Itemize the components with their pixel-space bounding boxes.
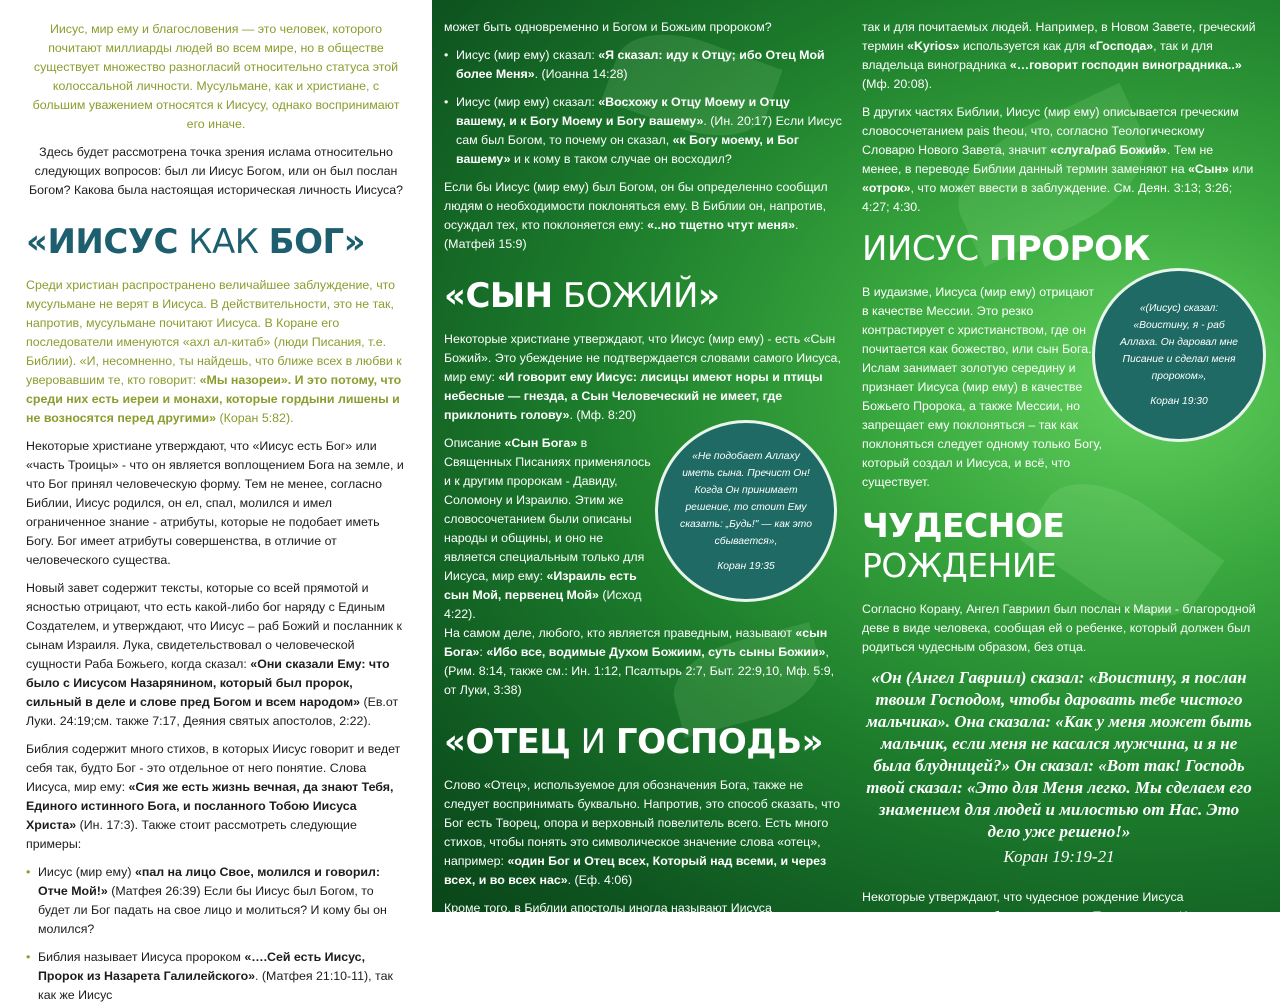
paragraph-kyrios: так и для почитаемых людей. Например, в Новом Завете, греческий термин «Kyrios» используется как для «Господа», так и для владельца виноградника «…говорит господин виноградника..» (Мф. 20:08).	[862, 20, 1256, 91]
bullet-prayer: • Иисус (мир ему) «пал на лицо Свое, молился и говорил: Отче Мой!» (Матфея 26:39) Если бы Иисус был Богом, то будет ли Бог падать на свое лицо и молиться? И кому бы он молился?	[26, 863, 406, 939]
circle-quote-source: Коран 19:35	[717, 560, 775, 572]
bullet-father-greater: • Иисус (мир ему) сказал: «Я сказал: иду к Отцу; ибо Отец Мой более Меня». (Иоанна 14:28)	[444, 46, 842, 84]
paragraph-trinity: Некоторые христиане утверждают, что «Иисус есть Бог» или «часть Троицы» - что он является воплощением Бога на земле, и что Бог принял человеческую форму. Тем не менее, согласно Библии, Иисус родился, он ел, спал, молился и имел ограниченное знание - атрибуты, которые не подобает иметь Богу. Бог имеет атрибуты совершенства, в отличие от человеческого существа.	[26, 439, 404, 567]
circle-quote-source: Коран 19:30	[1150, 396, 1208, 407]
heading-jesus-prophet: ИИСУС ПРОРОК	[862, 229, 1150, 269]
paragraph-gabriel: Согласно Корану, Ангел Гавриил был послан к Марии - благородной деве в виде человека, сообщая ей о ребенке, который должен был родиться чудесным образом, без отца.	[862, 602, 1256, 654]
paragraph-top-continued: может быть одновременно и Богом и Божьим пророком?	[444, 20, 772, 34]
bullet-prophet: • Библия называет Иисуса пророком «….Сей есть Иисус, Пророк из Назарета Галилейского». (Матфея 21:10-11), так как же Иисус	[26, 948, 406, 1005]
paragraph-son-claim: Некоторые христиане утверждают, что Иисус (мир ему) - есть «Сын Божий». Это убеждение не подтверждается словами самого Иисуса, мир ему: «И говорит ему Иисус: лисицы имеют норы и птицы небесные — гнезда, а Сын Человеческий не имеет, где приклонить голову». (Мф. 8:20)	[444, 332, 841, 422]
heading-son-of-god: «СЫН БОЖИЙ»	[444, 276, 720, 316]
circle-quote-text: «(Иисус) сказал: «Воистину, я - раб Аллаха. Он даровал мне Писание и сделал меня пророком»,	[1120, 303, 1238, 382]
paragraph-judaism: В иудаизме, Иисуса (мир ему) отрицают в качестве Мессии. Это резко контрастирует с христианством, где он почитается как божество, или сын Бога. Ислам занимает золотую середину и признает Иисуса (мир ему) в качестве Божьего Пророка, а также Мессии, но запрещает ему поклоняться – так как поклоняться следует одному только Богу, который создал и Иисуса, и всё, что существует.	[862, 285, 1102, 489]
intro-paragraph: Иисус, мир ему и благословения — это человек, которого почитают миллиарды людей во всем мире, но в обществе существует множество разногласий относительно статуса этой колоссальной личности. Мусульмане, как и христиане, с большим уважением относятся к Иисусу, однако воспринимают его иначе.	[32, 22, 400, 131]
paragraph-misconception: Среди христиан распространено величайшее заблуждение, что мусульмане не верят в Иисуса. В действительности, это не так, напротив, мусульмане почитают Иисуса. В Коране его последователи именуются «ахл ал-китаб» (люди Писания, т.е. Библии). «И, несомненно, ты найдешь, что ближе всех в любви к уверовавшим те, кто говорит: «Мы назореи». И это потому, что среди них есть иереи и монахи, которые гордыни лишены и не возносятся перед другими» (Коран 5:82).	[26, 278, 402, 425]
paragraph-adam: Некоторые утверждают, что чудесное рождение Иисуса свидетельствует о его божественности. Тем не менее, Иисус не был первым, кто пришел в существование без отца. Например, Пророк Адам (мир ему и благословение) был сотворен без матери и отца. Всевышний говорит:	[862, 890, 1248, 980]
heading-father-lord: «ОТЕЦ И ГОСПОДЬ»	[444, 722, 823, 762]
paragraph-new-testament: Новый завет содержит тексты, которые со всей прямотой и ясностью отрицают, что есть какой-либо бог наряду с Единым Создателем, и утверждают, что Иисус – раб Божий и посланник к сынам Израиля. Лука, свидетельствовал о человеческой сущности Раба Божьего, когда сказал: «Они сказали Ему: что было с Иисусом Назарянином, который был пророк, сильный в деле и слове пред Богом и всем народом» (Ев.от Луки. 24:19;см. также 7:17, Деяния святых апостолов, 2:22).	[26, 581, 402, 728]
quote-circle-quran-19-35	[655, 420, 837, 602]
circle-quote-text: «Не подобает Аллаху иметь сына. Пречист Он! Когда Он принимает решение, то стоит Ему сказать: „Будь!" — как это сбывается»,	[680, 450, 812, 547]
paragraph-lord-term: Кроме того, в Библии апостолы иногда называют Иисуса «Господь». Однако этот термин используется в оригиналах Писания, как к Богу,	[444, 901, 791, 953]
paragraph-pais-theou: В других частях Библии, Иисус (мир ему) описывается греческим словосочетанием pais theou, что, согласно Теологическому Словарю Нового Завета, значит «слуга/раб Божий». Тем не менее, в переводе Библии данный термин заменяют на «Сын» или «отрок», что может ввести в заблуждение. См. Деян. 3:13; 3:26; 4:27; 4:30.	[862, 105, 1254, 214]
paragraph-son-description: Описание «Сын Бога» в Священных Писаниях применялось и к другим пророкам - Давиду, Соломону и Израилю. Этим же словосочетанием были описаны народы и общины, и оно не является специальным только для Иисуса, мир ему: «Израиль есть сын Мой, первенец Мой» (Исход 4:22).	[444, 436, 651, 621]
heading-miraculous-birth: ЧУДЕСНОЕ РОЖДЕНИЕ	[862, 506, 1065, 585]
quote-circle-quran-19-30	[1092, 268, 1266, 442]
paragraph-worship: Если бы Иисус (мир ему) был Богом, он бы определенно сообщил людям о необходимости поклоняться ему. В Библии он, напротив, осуждал тех, кто поклоняется ему: «..но тщетно чтут меня». (Матфей 15:9)	[444, 180, 828, 251]
quran-quote-19-19: «Он (Ангел Гавриил) сказал: «Воистину, я послан твоим Господом, чтобы даровать тебе чистого мальчика». Она сказала: «Как у меня может быть мальчик, если меня не касался мужчина, и я не была блудницей?» Он сказал: «Вот так! Господь твой сказал: «Это для Меня легко. Мы сделаем его знамением для людей и милостью от Нас. Это дело уже решено!»	[866, 668, 1252, 841]
paragraph-righteous: На самом деле, любого, кто является праведным, называют «сын Бога»: «Ибо все, водимые Духом Божиим, суть сыны Божии», (Рим. 8:14, также см.: Ин. 1:12, Псалтырь 2:7, Быт. 22:9,10, Мф. 5:9, от Луки, 3:38)	[444, 626, 835, 697]
quran-quote-source: Коран 19:19-21	[1003, 847, 1115, 866]
heading-jesus-as-god: «ИИСУС КАК БОГ»	[26, 222, 366, 262]
paragraph-bible-verses: Библия содержит много стихов, в которых Иисус говорит и ведет себя так, будто Бог - это отдельное от него понятие. Слова Иисуса, мир ему: «Сия же есть жизнь вечная, да знают Тебя, Единого истинного Бога, и посланного Тобою Иисуса Христа» (Ин. 17:3). Также стоит рассмотреть следующие примеры:	[26, 742, 401, 851]
paragraph-father-word: Слово «Отец», используемое для обозначения Бога, также не следует воспринимать буквально. Напротив, это способ сказать, что Бог есть Творец, опора и верховный повелитель всего. Есть много стихов, чтобы понять это символическое значение слова «отец», например: «один Бог и Отец всех, Который над всеми, и через всех, и во всех нас». (Еф. 4:06)	[444, 778, 840, 887]
left-column	[0, 0, 432, 1002]
intro-questions: Здесь будет рассмотрена точка зрения ислама относительно следующих вопросов: был ли Иисус Богом, или он был послан Богом? Какова была настоящая историческая личность Иисуса?	[28, 145, 404, 197]
bullet-ascend: • Иисус (мир ему) сказал: «Восхожу к Отцу Моему и Отцу вашему, и к Богу Моему и Богу вашему». (Ин. 20:17) Если Иисус сам был Богом, то почему он сказал, «к Богу моему, и Бог вашему» и к кому в таком случае он восходил?	[444, 93, 842, 169]
right-column	[862, 18, 1256, 992]
